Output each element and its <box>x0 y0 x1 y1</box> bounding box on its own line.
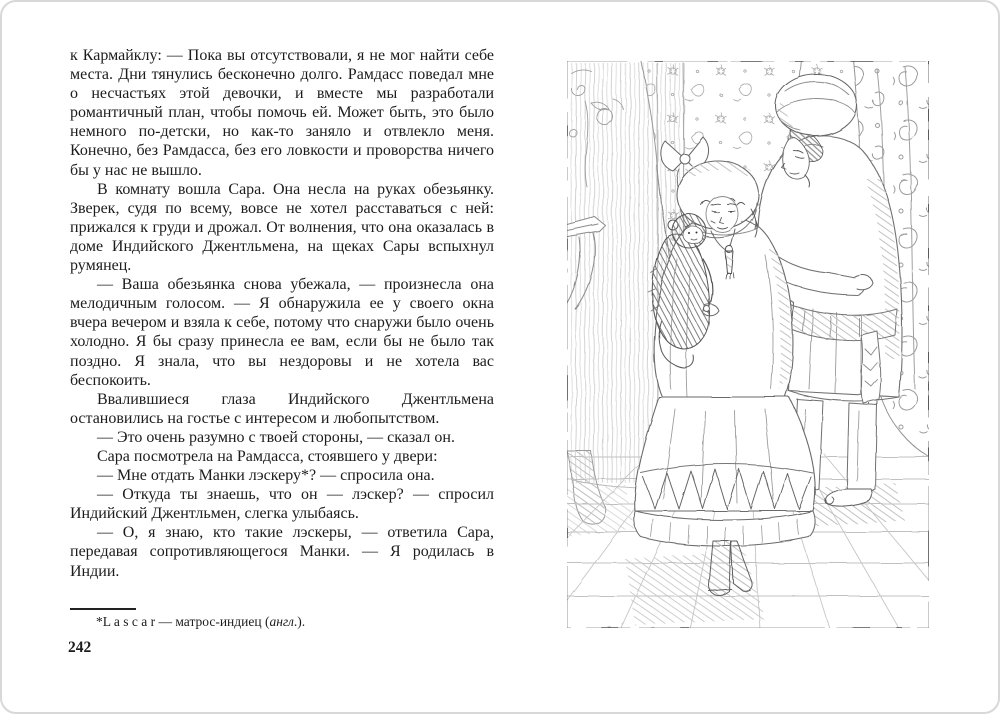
footnote-lead: *L a s c a r — матрос-индиец ( <box>96 614 270 629</box>
paragraph: — Ваша обезьянка снова убежала, — произнесла она мелодичным голосом. — Я обнаружила ее у своего окна вчера вечером и взяла к себе, потому что снаружи было очень холодно. Я бы сразу принесла ее вам, если бы не было так поздно. Я знала, что вы нездоровы и не хотела вас беспокоить. <box>70 276 494 389</box>
footnote-text <box>70 614 494 630</box>
paragraph: — Откуда ты знаешь, что он — лэскер? — спросил Индийский Джентльмен, слегка улыбаясь. <box>70 486 494 523</box>
text-block <box>70 46 494 581</box>
turban <box>775 74 857 136</box>
book-illustration <box>565 59 931 630</box>
footnote-italic: англ <box>269 614 294 629</box>
footnote <box>70 608 494 630</box>
footnote-divider <box>70 608 136 610</box>
paragraph: Ввалившиеся глаза Индийского Джентльмена остановились на гостье с интересом и любопытством. <box>70 390 494 427</box>
paragraph: В комнату вошла Сара. Она несла на руках обезьянку. Зверек, судя по всему, вовсе не хотел расставаться с ней: прижался к груди и дрожал. От волнения, что она оказалась в доме Индийского Джентльмена, на щеках Сары вспыхнул румянец. <box>70 180 494 275</box>
paragraph: к Кармайклу: — Пока вы отсутствовали, я не мог найти себе места. Дни тянулись бесконечно долго. Рамдасс поведал мне о несчастьях этой девочки, и вместе мы разработали романтичный план, чтобы помочь ей. Может быть, это было немного по-детски, но как-то заняло и отвлекло меня. Конечно, без Рамдасса, без его ловкости и проворства ничего бы у нас не вышло. <box>70 47 494 179</box>
paragraph: — Это очень разумно с твоей стороны, — сказал он. <box>97 428 455 446</box>
page-number: 242 <box>68 639 92 656</box>
paragraph: Сара посмотрела на Рамдасса, стоявшего у двери: <box>97 447 438 465</box>
footnote-tail: .). <box>293 614 306 629</box>
paragraph: — О, я знаю, кто такие лэскеры, — ответила Сара, передавая сопротивляющегося Манки. — Я родилась в Индии. <box>70 524 494 580</box>
paragraph: — Мне отдать Манки лэскеру*? — спросила она. <box>97 467 435 485</box>
